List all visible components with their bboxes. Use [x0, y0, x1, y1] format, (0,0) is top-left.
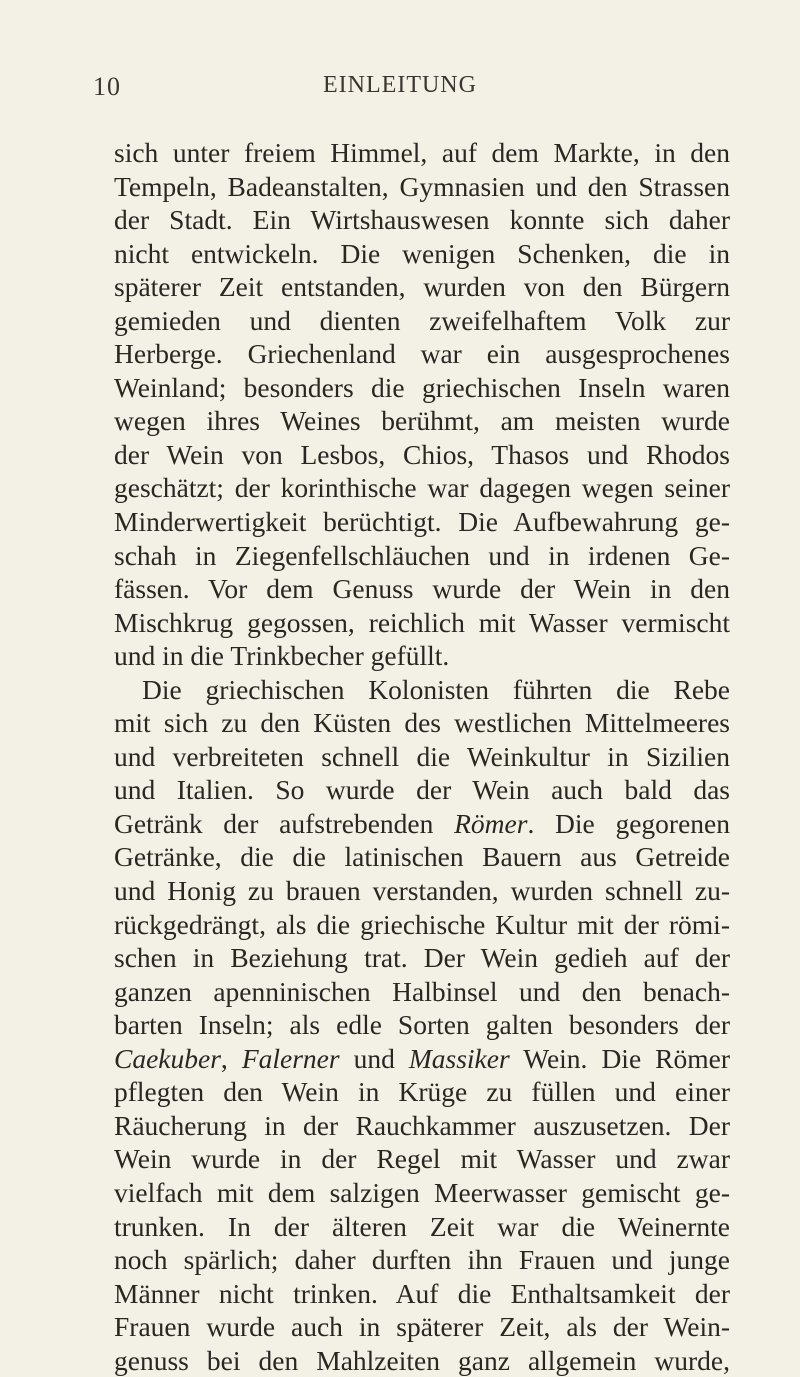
text-segment: Herberge. Griechenland war ein ausgesprochenes	[114, 338, 730, 370]
text-segment: und Honig zu brauen verstanden, wurden schnell zu-	[114, 875, 730, 907]
text-line	[114, 505, 730, 539]
text-line	[114, 539, 730, 573]
text-segment: Getränke, die die latinischen Bauern aus Getreide	[114, 841, 730, 873]
text-line	[114, 404, 730, 438]
text-segment: trunken. In der älteren Zeit war die Weinernte	[114, 1210, 730, 1242]
text-segment: fässen. Vor dem Genuss wurde der Wein in den	[114, 573, 730, 605]
text-line	[114, 438, 730, 472]
text-segment: Männer nicht trinken. Auf die Enthaltsamkeit der	[114, 1277, 730, 1309]
text-line	[114, 371, 730, 405]
text-line	[114, 1277, 730, 1311]
page-header	[0, 72, 800, 112]
text-line	[114, 1176, 730, 1210]
text-line	[114, 1109, 730, 1143]
text-segment: geschätzt; der korinthische war dagegen wegen seiner	[114, 472, 730, 504]
text-line	[114, 471, 730, 505]
text-line	[114, 639, 730, 673]
text-segment: Räucherung in der Rauchkammer auszusetzen. Der	[114, 1109, 730, 1141]
text-segment: Minderwertigkeit berüchtigt. Die Aufbewahrung ge-	[114, 506, 730, 538]
text-line	[114, 941, 730, 975]
text-line	[114, 304, 730, 338]
text-line	[114, 606, 730, 640]
italic-term: Massiker	[408, 1042, 510, 1074]
text-segment: rückgedrängt, als die griechische Kultur mit der römi-	[114, 908, 730, 940]
text-segment: barten Inseln; als edle Sorten galten besonders der	[114, 1009, 730, 1041]
text-segment: Tempeln, Badeanstalten, Gymnasien und den Strassen	[114, 170, 730, 202]
text-segment: Wein wurde in der Regel mit Wasser und zwar	[114, 1143, 730, 1175]
text-line	[114, 1210, 730, 1244]
text-segment: ganzen apenninischen Halbinsel und den benach-	[114, 975, 730, 1007]
text-segment: späterer Zeit entstanden, wurden von den Bürgern	[114, 271, 730, 303]
text-line	[114, 572, 730, 606]
text-line	[114, 337, 730, 371]
text-segment: der Wein von Lesbos, Chios, Thasos und Rhodos	[114, 438, 730, 470]
text-segment: vielfach mit dem salzigen Meerwasser gemischt ge-	[114, 1176, 730, 1208]
text-line	[114, 1142, 730, 1176]
text-line	[114, 975, 730, 1009]
text-segment: Wein. Die Römer	[509, 1042, 731, 1074]
text-segment: wegen ihres Weines berühmt, am meisten wurde	[114, 405, 730, 437]
text-segment: Frauen wurde auch in späterer Zeit, als der Wein-	[114, 1311, 730, 1343]
text-segment: und in die Trinkbecher gefüllt.	[114, 640, 450, 672]
text-line	[114, 203, 730, 237]
text-line	[114, 706, 730, 740]
text-line	[114, 1310, 730, 1344]
text-segment: und Italien. So wurde der Wein auch bald das	[114, 774, 730, 806]
text-line	[114, 673, 730, 707]
text-segment: sich unter freiem Himmel, auf dem Markte, in den	[114, 137, 730, 168]
text-line	[114, 170, 730, 204]
text-line	[114, 773, 730, 807]
text-segment: genuss bei den Mahlzeiten ganz allgemein wurde,	[114, 1344, 730, 1376]
italic-term: Falerner	[241, 1042, 340, 1074]
text-segment: schah in Ziegenfellschläuchen und in irdenen Ge-	[114, 539, 730, 571]
text-segment: gemieden und dienten zweifelhaftem Volk zur	[114, 304, 730, 336]
text-line	[114, 1344, 730, 1377]
text-segment: Die griechischen Kolonisten führten die Rebe	[142, 673, 730, 705]
text-segment: der Stadt. Ein Wirtshauswesen konnte sich daher	[114, 204, 730, 236]
text-line	[114, 840, 730, 874]
body-text	[114, 136, 730, 1377]
text-segment: und verbreiteten schnell die Weinkultur in Sizilien	[114, 740, 730, 772]
text-segment: schen in Beziehung trat. Der Wein gedieh auf der	[114, 942, 730, 974]
text-segment: noch spärlich; daher durften ihn Frauen und junge	[114, 1244, 730, 1276]
text-segment: pflegten den Wein in Krüge zu füllen und einer	[114, 1076, 730, 1108]
text-segment: nicht entwickeln. Die wenigen Schenken, die in	[114, 237, 730, 269]
text-line	[114, 740, 730, 774]
italic-term: Caekuber	[114, 1042, 221, 1074]
text-segment: Getränk der aufstrebenden	[114, 807, 455, 839]
text-line	[114, 908, 730, 942]
text-line	[114, 807, 730, 841]
text-line	[114, 237, 730, 271]
text-segment: Mischkrug gegossen, reichlich mit Wasser vermischt	[114, 606, 730, 638]
page-number: 10	[93, 72, 121, 101]
text-segment: und	[339, 1042, 409, 1074]
text-line	[114, 1075, 730, 1109]
text-segment: . Die gegorenen	[527, 807, 730, 839]
text-line	[114, 1042, 730, 1076]
text-segment: ,	[220, 1042, 242, 1074]
text-line	[114, 1243, 730, 1277]
italic-term: Römer	[454, 807, 528, 839]
text-line	[114, 136, 730, 170]
text-line	[114, 1008, 730, 1042]
text-segment: Weinland; besonders die griechischen Inseln waren	[114, 371, 730, 403]
text-line	[114, 874, 730, 908]
text-line	[114, 270, 730, 304]
running-head: EINLEITUNG	[323, 72, 477, 98]
text-segment: mit sich zu den Küsten des westlichen Mittelmeeres	[114, 707, 730, 739]
